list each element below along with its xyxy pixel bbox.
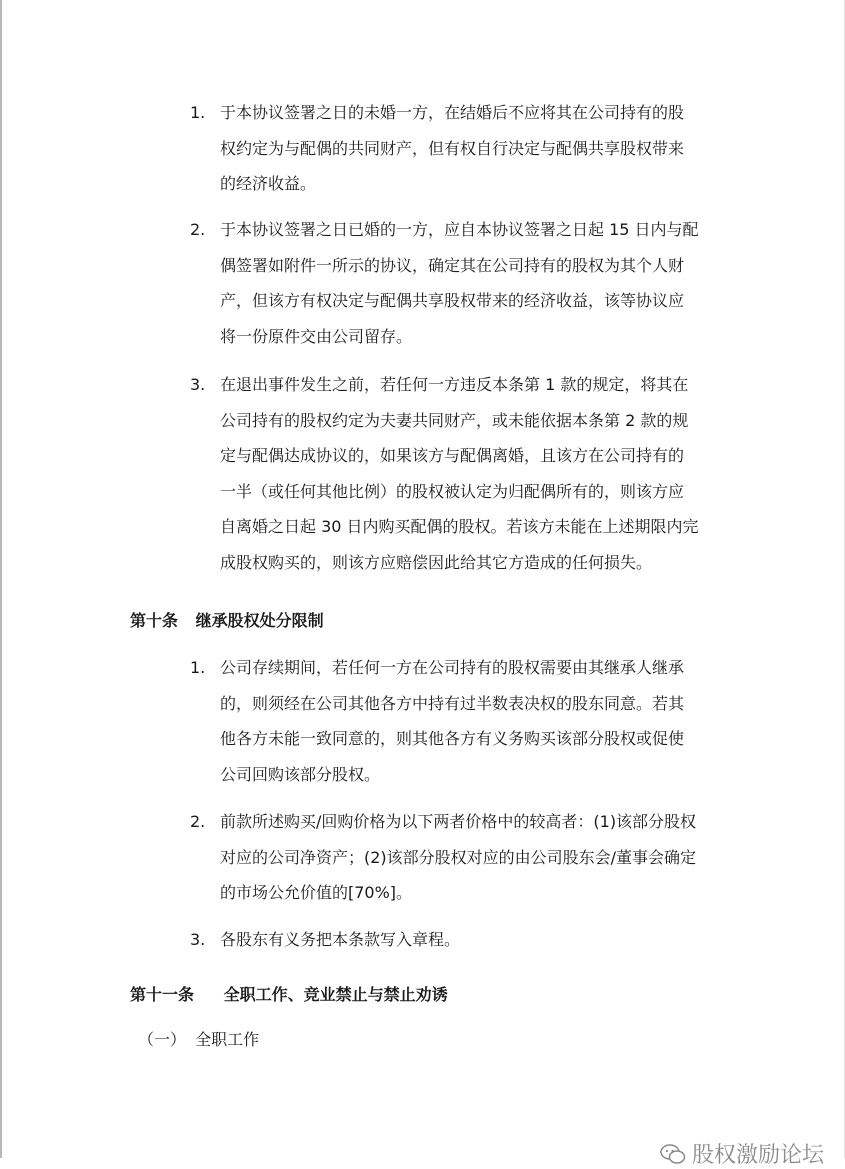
text-line: 一半（或任何其他比例）的股权被认定为归配偶所有的，则该方应 — [220, 481, 685, 501]
text-line: 的市场公允价值的[70%]。 — [220, 883, 413, 902]
page-left-edge — [0, 0, 2, 1158]
text-line: 定与配偶达成协议的，如果该方与配偶离婚，且该方在公司持有的 — [220, 446, 685, 465]
text-line: 公司存续期间，若任何一方在公司持有的股权需要由其继承人继承 — [220, 658, 685, 677]
item-number: 2. — [190, 812, 206, 831]
clause-10-heading — [130, 609, 324, 633]
text-line: 于本协议签署之日的未婚一方，在结婚后不应将其在公司持有的股 — [220, 103, 685, 122]
clause-title: 全职工作、竞业禁止与禁止劝诱 — [223, 985, 448, 1004]
text-line: 对应的公司净资产；(2)该部分股权对应的由公司股东会/董事会确定 — [220, 847, 697, 867]
text-line: 成股权购买的，则该方应赔偿因此给其它方造成的任何损失。 — [220, 552, 653, 572]
text-line: 将一份原件交由公司留存。 — [220, 326, 413, 346]
item-number: 1. — [190, 658, 206, 677]
clause-11-heading — [130, 983, 448, 1007]
item-text — [220, 367, 720, 580]
text-line: 前款所述购买/回购价格为以下两者价格中的较高者：(1)该部分股权 — [220, 812, 697, 831]
text-line: 于本协议签署之日已婚的一方，应自本协议签署之日起 15 日内与配 — [220, 220, 699, 239]
item-number: 1. — [190, 103, 206, 122]
text-line: 权约定为与配偶的共同财产，但有权自行决定与配偶共享股权带来 — [220, 138, 685, 158]
clause-number: 第十一条 — [130, 985, 195, 1004]
item-text — [220, 922, 720, 958]
text-line: 偶签署如附件一所示的协议，确定其在公司持有的股权为其个人财 — [220, 255, 685, 275]
item-text — [220, 804, 720, 911]
text-line: 的经济收益。 — [220, 174, 317, 193]
sub-heading-1 — [138, 1028, 259, 1052]
item-text — [220, 95, 720, 202]
text-line: 自离婚之日起 30 日内购买配偶的股权。若该方未能在上述期限内完 — [220, 517, 699, 536]
text-line: 产，但该方有权决定与配偶共享股权带来的经济收益，该等协议应 — [220, 291, 685, 310]
sub-heading-label: （一） — [138, 1030, 187, 1049]
wechat-icon — [660, 1143, 686, 1165]
item-number: 3. — [190, 375, 206, 394]
text-line: 的，则须经在公司其他各方中持有过半数表决权的股东同意。若其 — [220, 693, 685, 713]
text-line: 各股东有义务把本条款写入章程。 — [220, 930, 461, 949]
sub-heading-title: 全职工作 — [195, 1030, 260, 1049]
watermark — [660, 1138, 824, 1169]
item-number: 3. — [190, 930, 206, 949]
clause-number: 第十条 — [130, 611, 179, 630]
text-line: 他各方未能一致同意的，则其他各方有义务购买该部分股权或促使 — [220, 729, 685, 748]
text-line: 公司回购该部分股权。 — [220, 764, 381, 784]
item-text — [220, 650, 720, 792]
text-line: 在退出事件发生之前，若任何一方违反本条第 1 款的规定，将其在 — [220, 375, 689, 394]
item-number: 2. — [190, 220, 206, 239]
clause-title: 继承股权处分限制 — [195, 611, 324, 630]
watermark-text: 股权激励论坛 — [692, 1143, 825, 1168]
text-line: 公司持有的股权约定为夫妻共同财产，或未能依据本条第 2 款的规 — [220, 410, 689, 430]
item-text — [220, 212, 720, 354]
